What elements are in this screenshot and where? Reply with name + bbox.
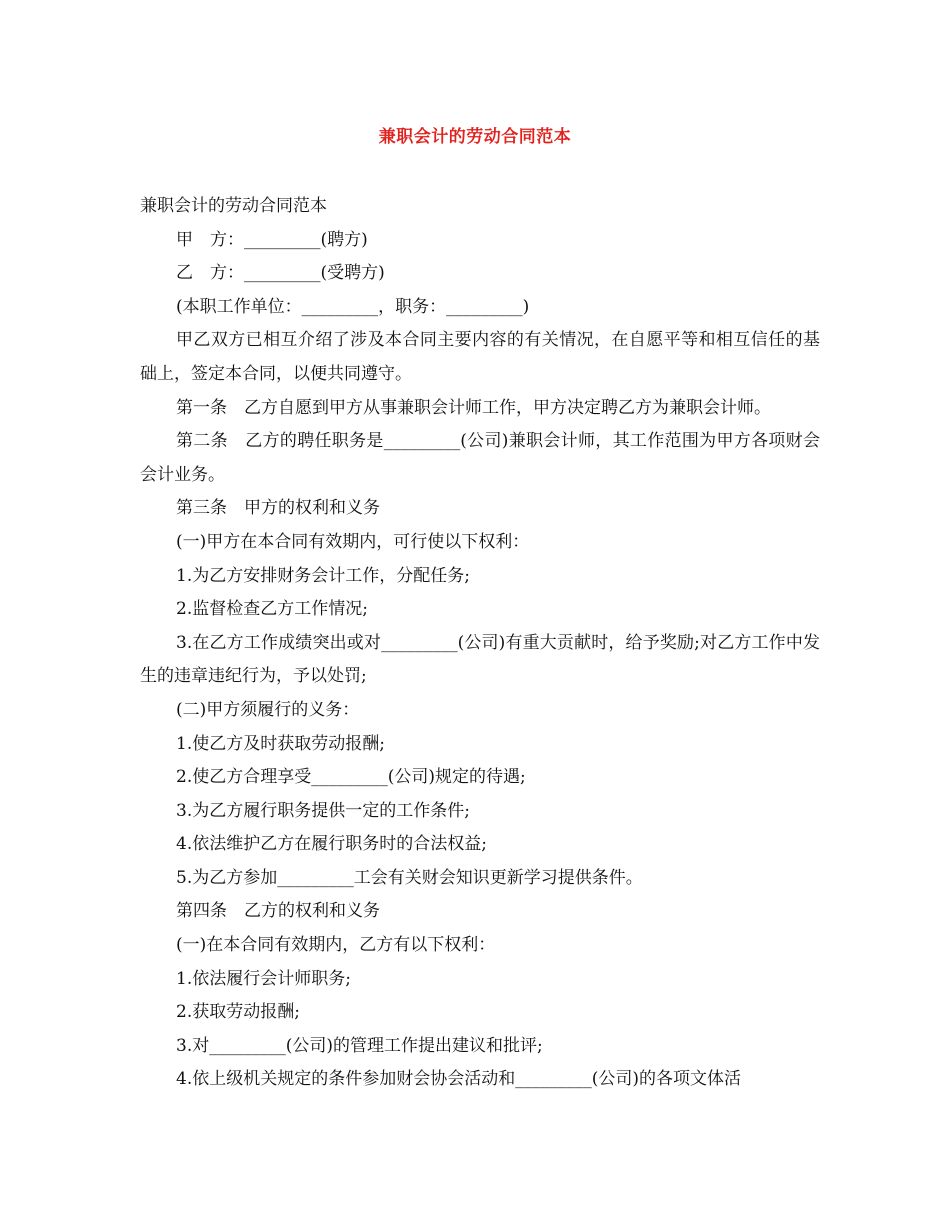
list-item: 2.获取劳动报酬; — [176, 1002, 300, 1023]
paragraph-heading: 兼职会计的劳动合同范本 — [140, 196, 327, 216]
list-item: 1.为乙方安排财务会计工作，分配任务; — [176, 565, 470, 586]
list-item: 1.依法履行会计师职务; — [176, 968, 351, 989]
paragraph-work-unit: (本职工作单位：_________，职务：_________) — [176, 296, 530, 317]
paragraph-article-1: 第一条 乙方自愿到甲方从事兼职会计师工作，甲方决定聘乙方为兼职会计师。 — [176, 397, 771, 418]
paragraph-party-b: 乙 方：_________(受聘方) — [176, 263, 385, 284]
paragraph-article-3-duties: (二)甲方须履行的义务： — [176, 699, 360, 720]
list-item: 4.依上级机关规定的条件参加财会协会活动和_________(公司)的各项文体活 — [176, 1069, 741, 1090]
list-item: 2.使乙方合理享受_________(公司)规定的待遇; — [176, 767, 526, 788]
list-item: 3.对_________(公司)的管理工作提出建议和批评; — [176, 1035, 543, 1056]
paragraph-article-4: 第四条 乙方的权利和义务 — [176, 901, 380, 922]
paragraph-preamble: 甲乙双方已相互介绍了涉及本合同主要内容的有关情况，在自愿平等和相互信任的基础上，签定本合同，以便共同遵守。 — [140, 330, 820, 384]
paragraph-article-4-rights: (一)在本合同有效期内，乙方有以下权利： — [176, 935, 496, 956]
list-item: 3.在乙方工作成绩突出或对_________(公司)有重大贡献时，给予奖励;对乙方工作中发生的违章违纪行为，予以处罚; — [140, 632, 820, 687]
list-item: 3.为乙方履行职务提供一定的工作条件; — [176, 800, 470, 821]
list-item: 4.依法维护乙方在履行职务时的合法权益; — [176, 834, 487, 855]
paragraph-party-a: 甲 方：_________(聘方) — [176, 229, 368, 250]
document-title: 兼职会计的劳动合同范本 — [378, 127, 572, 147]
paragraph-article-2: 第二条 乙方的聘任职务是_________(公司)兼职会计师，其工作范围为甲方各项财会会计业务。 — [140, 431, 820, 485]
list-item: 2.监督检查乙方工作情况; — [176, 599, 368, 620]
paragraph-article-3: 第三条 甲方的权利和义务 — [176, 498, 380, 519]
list-item: 1.使乙方及时获取劳动报酬; — [176, 733, 385, 754]
list-item: 5.为乙方参加_________工会有关财会知识更新学习提供条件。 — [176, 867, 643, 888]
document-body — [140, 190, 820, 1097]
paragraph-article-3-rights: (一)甲方在本合同有效期内，可行使以下权利： — [176, 531, 530, 552]
